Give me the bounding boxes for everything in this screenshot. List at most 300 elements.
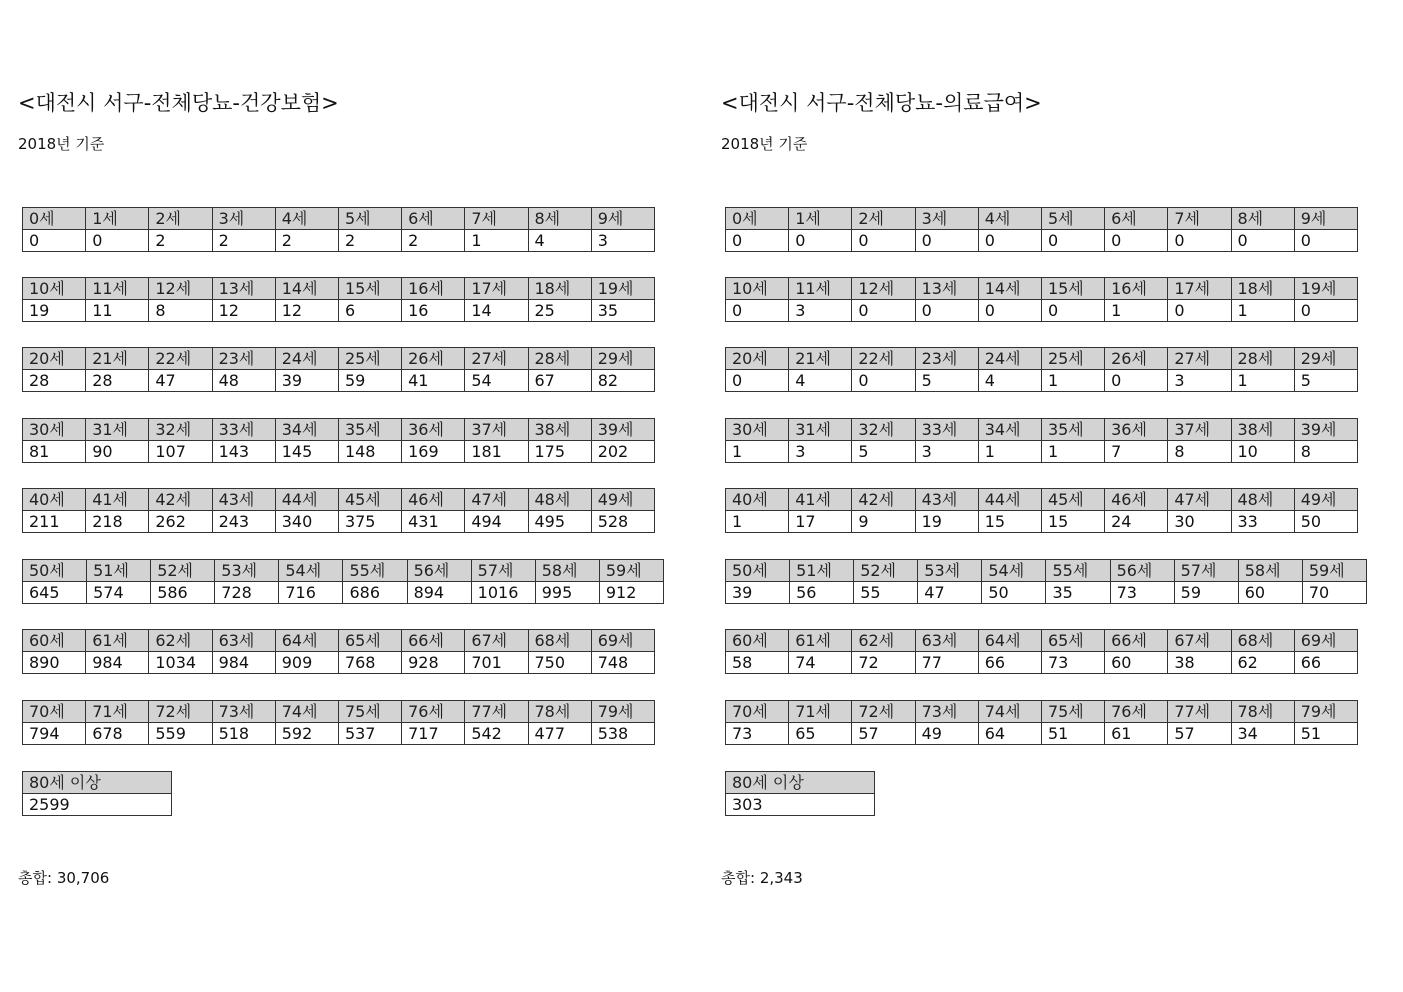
count-cell: 909 (275, 652, 338, 674)
count-cell: 107 (149, 441, 212, 463)
count-cell: 58 (726, 652, 789, 674)
count-cell: 145 (275, 441, 338, 463)
age-label-cell: 33세 (915, 419, 978, 441)
age-label-cell: 77세 (1168, 701, 1231, 723)
age-label-cell: 21세 (789, 348, 852, 370)
count-row (23, 370, 655, 392)
count-row (726, 441, 1358, 463)
age-label-cell: 35세 (338, 419, 401, 441)
age-label-cell: 59세 (1302, 560, 1366, 582)
count-cell: 25 (528, 300, 591, 322)
panel-subtitle: 2018년 기준 (18, 135, 105, 153)
age-label-cell: 30세 (726, 419, 789, 441)
age-label-cell: 73세 (212, 701, 275, 723)
age-label-cell: 7세 (465, 208, 528, 230)
age-label-cell: 27세 (465, 348, 528, 370)
age-label-cell: 9세 (591, 208, 654, 230)
count-cell: 2 (212, 230, 275, 252)
age-label-row (726, 489, 1358, 511)
count-cell: 794 (23, 723, 86, 745)
count-cell: 0 (789, 230, 852, 252)
count-cell: 30 (1168, 511, 1231, 533)
age-label-cell: 77세 (465, 701, 528, 723)
age-label-cell: 29세 (1294, 348, 1357, 370)
count-cell: 33 (1231, 511, 1294, 533)
count-cell: 59 (1174, 582, 1238, 604)
total-line (721, 868, 803, 888)
count-cell: 3 (1168, 370, 1231, 392)
count-row (23, 582, 664, 604)
count-cell: 54 (465, 370, 528, 392)
count-row (726, 300, 1358, 322)
age-label-cell: 0세 (726, 208, 789, 230)
age-label-cell: 39세 (591, 419, 654, 441)
age-label-row (23, 419, 655, 441)
count-cell: 0 (915, 230, 978, 252)
count-cell: 0 (1168, 230, 1231, 252)
age-label-cell: 64세 (978, 630, 1041, 652)
age-label-cell: 63세 (212, 630, 275, 652)
age-label-cell: 2세 (149, 208, 212, 230)
age-label-cell: 73세 (915, 701, 978, 723)
age-label-cell: 11세 (86, 278, 149, 300)
count-cell: 1016 (471, 582, 535, 604)
count-cell: 4 (528, 230, 591, 252)
count-cell: 2 (275, 230, 338, 252)
age-label-cell: 79세 (1294, 701, 1357, 723)
over80-table (725, 771, 875, 816)
count-cell: 62 (1231, 652, 1294, 674)
age-label-cell: 67세 (465, 630, 528, 652)
count-cell: 2 (402, 230, 465, 252)
count-cell: 169 (402, 441, 465, 463)
count-cell: 218 (86, 511, 149, 533)
age-label-cell: 42세 (852, 489, 915, 511)
age-label-cell: 18세 (1231, 278, 1294, 300)
age-label-cell: 4세 (978, 208, 1041, 230)
count-cell: 494 (465, 511, 528, 533)
count-cell: 10 (1231, 441, 1294, 463)
count-cell: 0 (86, 230, 149, 252)
count-row (23, 300, 655, 322)
count-cell: 984 (86, 652, 149, 674)
age-label-cell: 23세 (915, 348, 978, 370)
age-label-cell: 26세 (402, 348, 465, 370)
count-cell: 9 (852, 511, 915, 533)
count-cell: 34 (1231, 723, 1294, 745)
age-label-row (726, 348, 1358, 370)
count-cell: 984 (212, 652, 275, 674)
count-cell: 1 (1041, 441, 1104, 463)
age-label-cell: 49세 (1294, 489, 1357, 511)
count-cell: 3 (915, 441, 978, 463)
count-cell: 50 (982, 582, 1046, 604)
count-cell: 60 (1105, 652, 1168, 674)
age-label-cell: 67세 (1168, 630, 1231, 652)
count-row (23, 652, 655, 674)
age-label-cell: 27세 (1168, 348, 1231, 370)
age-group-table (22, 700, 655, 745)
age-label-cell: 71세 (789, 701, 852, 723)
count-cell: 431 (402, 511, 465, 533)
count-cell: 56 (790, 582, 854, 604)
age-label-cell: 31세 (86, 419, 149, 441)
age-label-cell: 56세 (1110, 560, 1174, 582)
age-group-table (22, 347, 655, 392)
age-label-cell: 79세 (591, 701, 654, 723)
age-label-cell: 12세 (149, 278, 212, 300)
count-cell: 51 (1294, 723, 1357, 745)
panel-title: <대전시 서구-전체당뇨-의료급여> (721, 91, 1042, 115)
count-cell: 0 (1168, 300, 1231, 322)
age-label-cell: 1세 (86, 208, 149, 230)
age-label-cell: 13세 (915, 278, 978, 300)
age-label-cell: 66세 (402, 630, 465, 652)
age-label-cell: 32세 (852, 419, 915, 441)
count-row (726, 230, 1358, 252)
age-label-cell: 43세 (915, 489, 978, 511)
age-label-cell: 4세 (275, 208, 338, 230)
count-cell: 38 (1168, 652, 1231, 674)
age-label-cell: 38세 (528, 419, 591, 441)
count-cell: 49 (915, 723, 978, 745)
age-label-cell: 45세 (1041, 489, 1104, 511)
count-cell: 39 (275, 370, 338, 392)
count-cell: 15 (978, 511, 1041, 533)
age-label-cell: 17세 (1168, 278, 1231, 300)
age-label-cell: 68세 (1231, 630, 1294, 652)
count-cell: 1 (726, 441, 789, 463)
age-label-cell: 54세 (982, 560, 1046, 582)
age-label-row (726, 208, 1358, 230)
total-label: 총합: (721, 869, 756, 887)
count-cell: 64 (978, 723, 1041, 745)
count-cell: 8 (1294, 441, 1357, 463)
age-group-table (725, 629, 1358, 674)
count-cell: 181 (465, 441, 528, 463)
count-cell: 1 (726, 511, 789, 533)
count-cell: 175 (528, 441, 591, 463)
age-group-table (22, 559, 664, 604)
age-group-table (725, 559, 1367, 604)
count-cell: 586 (151, 582, 215, 604)
count-cell: 0 (23, 230, 86, 252)
age-label-cell: 7세 (1168, 208, 1231, 230)
count-cell: 0 (1294, 230, 1357, 252)
count-cell: 717 (402, 723, 465, 745)
count-cell: 0 (978, 230, 1041, 252)
age-label-cell: 62세 (852, 630, 915, 652)
age-label-cell: 47세 (465, 489, 528, 511)
age-label-cell: 78세 (1231, 701, 1294, 723)
count-cell: 70 (1302, 582, 1366, 604)
count-cell: 143 (212, 441, 275, 463)
count-cell: 66 (978, 652, 1041, 674)
age-label-cell: 39세 (1294, 419, 1357, 441)
age-label-cell: 53세 (918, 560, 982, 582)
count-cell: 495 (528, 511, 591, 533)
count-cell: 701 (465, 652, 528, 674)
count-cell: 0 (852, 370, 915, 392)
age-label-cell: 60세 (726, 630, 789, 652)
age-label-cell: 22세 (852, 348, 915, 370)
age-label-row (23, 208, 655, 230)
count-cell: 243 (212, 511, 275, 533)
count-cell: 542 (465, 723, 528, 745)
age-label-cell: 5세 (338, 208, 401, 230)
age-label-cell: 31세 (789, 419, 852, 441)
count-cell: 1 (1041, 370, 1104, 392)
count-cell: 48 (212, 370, 275, 392)
age-label-cell: 5세 (1041, 208, 1104, 230)
age-label-cell: 18세 (528, 278, 591, 300)
count-cell: 57 (852, 723, 915, 745)
count-cell: 728 (215, 582, 279, 604)
age-label-cell: 25세 (338, 348, 401, 370)
age-label-cell: 28세 (528, 348, 591, 370)
count-cell: 890 (23, 652, 86, 674)
count-cell: 592 (275, 723, 338, 745)
count-cell: 82 (591, 370, 654, 392)
age-label-cell: 57세 (1174, 560, 1238, 582)
count-row (726, 511, 1358, 533)
age-group-table (725, 488, 1358, 533)
count-cell: 5 (1294, 370, 1357, 392)
count-cell: 912 (599, 582, 663, 604)
age-label-row (726, 630, 1358, 652)
count-cell: 51 (1041, 723, 1104, 745)
count-cell: 77 (915, 652, 978, 674)
count-cell: 0 (1041, 300, 1104, 322)
count-cell: 61 (1105, 723, 1168, 745)
count-cell: 750 (528, 652, 591, 674)
age-label-cell: 36세 (1105, 419, 1168, 441)
count-cell: 375 (338, 511, 401, 533)
age-label-cell: 64세 (275, 630, 338, 652)
over80-label: 80세 이상 (23, 772, 172, 794)
total-value: 30,706 (56, 869, 110, 887)
age-label-row (726, 278, 1358, 300)
count-cell: 8 (1168, 441, 1231, 463)
age-label-row (23, 348, 655, 370)
age-label-cell: 3세 (915, 208, 978, 230)
count-row (23, 441, 655, 463)
age-label-cell: 49세 (591, 489, 654, 511)
age-label-cell: 51세 (87, 560, 151, 582)
age-label-cell: 50세 (726, 560, 790, 582)
age-label-cell: 65세 (1041, 630, 1104, 652)
count-cell: 0 (726, 370, 789, 392)
age-label-cell: 32세 (149, 419, 212, 441)
age-label-cell: 54세 (279, 560, 343, 582)
age-label-cell: 23세 (212, 348, 275, 370)
over80-value: 303 (726, 794, 875, 816)
age-label-cell: 34세 (275, 419, 338, 441)
count-cell: 3 (789, 300, 852, 322)
count-cell: 1 (1105, 300, 1168, 322)
age-group-table (22, 488, 655, 533)
age-label-cell: 1세 (789, 208, 852, 230)
count-cell: 1 (978, 441, 1041, 463)
count-cell: 57 (1168, 723, 1231, 745)
age-label-cell: 21세 (86, 348, 149, 370)
count-cell: 73 (1041, 652, 1104, 674)
age-label-cell: 69세 (591, 630, 654, 652)
age-label-cell: 24세 (275, 348, 338, 370)
count-row (23, 511, 655, 533)
age-label-cell: 14세 (978, 278, 1041, 300)
count-cell: 0 (852, 300, 915, 322)
age-label-cell: 20세 (726, 348, 789, 370)
age-label-row (23, 701, 655, 723)
count-cell: 74 (789, 652, 852, 674)
age-label-cell: 78세 (528, 701, 591, 723)
count-cell: 748 (591, 652, 654, 674)
count-cell: 24 (1105, 511, 1168, 533)
count-cell: 2 (149, 230, 212, 252)
age-label-cell: 44세 (978, 489, 1041, 511)
age-label-cell: 74세 (978, 701, 1041, 723)
count-cell: 2 (338, 230, 401, 252)
age-label-cell: 76세 (402, 701, 465, 723)
age-label-cell: 46세 (1105, 489, 1168, 511)
age-label-cell: 12세 (852, 278, 915, 300)
age-label-row (726, 560, 1367, 582)
age-label-row (23, 278, 655, 300)
age-group-table (725, 700, 1358, 745)
count-cell: 47 (149, 370, 212, 392)
age-label-cell: 42세 (149, 489, 212, 511)
total-line (18, 868, 109, 888)
count-cell: 5 (852, 441, 915, 463)
count-cell: 47 (918, 582, 982, 604)
age-label-cell: 53세 (215, 560, 279, 582)
age-group-table (22, 207, 655, 252)
age-label-cell: 37세 (465, 419, 528, 441)
count-cell: 28 (23, 370, 86, 392)
count-row (23, 230, 655, 252)
age-label-row (23, 630, 655, 652)
age-label-cell: 3세 (212, 208, 275, 230)
age-label-cell: 37세 (1168, 419, 1231, 441)
age-label-cell: 29세 (591, 348, 654, 370)
count-cell: 1 (465, 230, 528, 252)
age-label-cell: 24세 (978, 348, 1041, 370)
count-row (23, 723, 655, 745)
age-label-cell: 61세 (86, 630, 149, 652)
age-label-cell: 57세 (471, 560, 535, 582)
count-cell: 211 (23, 511, 86, 533)
total-value: 2,343 (759, 869, 803, 887)
count-cell: 477 (528, 723, 591, 745)
age-label-cell: 10세 (726, 278, 789, 300)
count-cell: 0 (915, 300, 978, 322)
count-cell: 16 (402, 300, 465, 322)
count-cell: 202 (591, 441, 654, 463)
count-cell: 59 (338, 370, 401, 392)
age-label-cell: 17세 (465, 278, 528, 300)
age-label-cell: 68세 (528, 630, 591, 652)
age-label-cell: 65세 (338, 630, 401, 652)
over80-label: 80세 이상 (726, 772, 875, 794)
count-cell: 1034 (149, 652, 212, 674)
age-label-cell: 76세 (1105, 701, 1168, 723)
age-label-cell: 44세 (275, 489, 338, 511)
count-cell: 73 (726, 723, 789, 745)
count-cell: 12 (275, 300, 338, 322)
age-label-cell: 35세 (1041, 419, 1104, 441)
age-label-cell: 66세 (1105, 630, 1168, 652)
age-label-cell: 56세 (407, 560, 471, 582)
age-label-cell: 36세 (402, 419, 465, 441)
count-cell: 0 (1105, 230, 1168, 252)
age-label-cell: 13세 (212, 278, 275, 300)
age-label-row (23, 560, 664, 582)
count-cell: 0 (852, 230, 915, 252)
age-label-cell: 26세 (1105, 348, 1168, 370)
age-label-cell: 74세 (275, 701, 338, 723)
age-label-cell: 50세 (23, 560, 87, 582)
age-label-cell: 62세 (149, 630, 212, 652)
age-group-table (22, 629, 655, 674)
age-label-cell: 8세 (528, 208, 591, 230)
count-cell: 28 (86, 370, 149, 392)
age-label-cell: 45세 (338, 489, 401, 511)
age-label-cell: 41세 (789, 489, 852, 511)
count-row (726, 582, 1367, 604)
count-cell: 15 (1041, 511, 1104, 533)
count-cell: 55 (854, 582, 918, 604)
over80-value: 2599 (23, 794, 172, 816)
age-label-cell: 70세 (23, 701, 86, 723)
age-label-cell: 69세 (1294, 630, 1357, 652)
count-cell: 148 (338, 441, 401, 463)
count-cell: 0 (1294, 300, 1357, 322)
count-cell: 8 (149, 300, 212, 322)
age-label-row (726, 701, 1358, 723)
age-label-cell: 8세 (1231, 208, 1294, 230)
age-label-cell: 58세 (535, 560, 599, 582)
count-cell: 5 (915, 370, 978, 392)
count-cell: 50 (1294, 511, 1357, 533)
age-label-cell: 0세 (23, 208, 86, 230)
age-group-table (725, 347, 1358, 392)
count-cell: 19 (915, 511, 978, 533)
age-label-cell: 6세 (1105, 208, 1168, 230)
count-cell: 41 (402, 370, 465, 392)
age-label-row (23, 489, 655, 511)
count-row (726, 723, 1358, 745)
count-cell: 3 (789, 441, 852, 463)
count-cell: 3 (591, 230, 654, 252)
age-label-cell: 33세 (212, 419, 275, 441)
age-label-cell: 28세 (1231, 348, 1294, 370)
count-cell: 72 (852, 652, 915, 674)
age-label-cell: 75세 (338, 701, 401, 723)
panel-title: <대전시 서구-전체당뇨-건강보험> (18, 91, 339, 115)
count-cell: 17 (789, 511, 852, 533)
age-label-cell: 43세 (212, 489, 275, 511)
count-cell: 0 (726, 230, 789, 252)
count-cell: 90 (86, 441, 149, 463)
age-label-cell: 30세 (23, 419, 86, 441)
count-cell: 340 (275, 511, 338, 533)
age-label-cell: 40세 (23, 489, 86, 511)
count-cell: 0 (1231, 230, 1294, 252)
count-cell: 262 (149, 511, 212, 533)
total-label: 총합: (18, 869, 53, 887)
count-cell: 81 (23, 441, 86, 463)
